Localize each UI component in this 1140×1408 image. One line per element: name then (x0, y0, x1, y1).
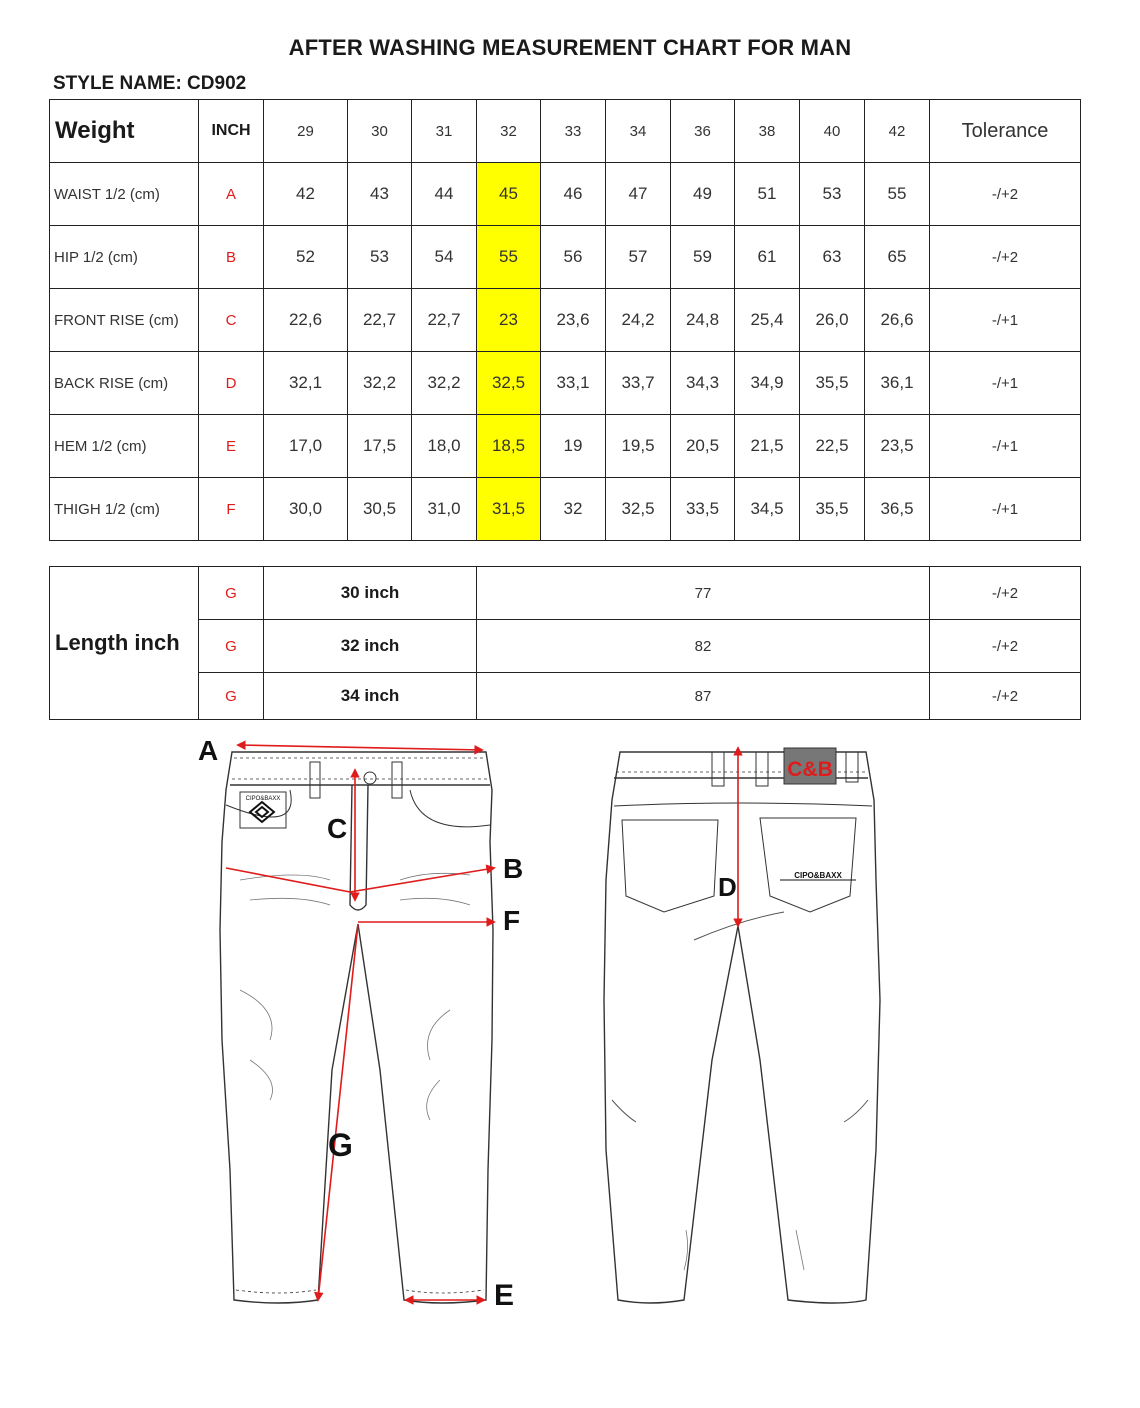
size-value: 54 (412, 226, 477, 289)
measurement-row (50, 352, 1081, 415)
size-value: 18,0 (412, 415, 477, 478)
length-code: G (199, 567, 264, 620)
size-value: 26,0 (800, 289, 865, 352)
size-value: 35,5 (800, 478, 865, 541)
size-header: 38 (735, 100, 800, 163)
highlighted-size-value: 55 (477, 226, 541, 289)
length-value: 87 (477, 673, 930, 720)
size-value: 51 (735, 163, 800, 226)
size-value: 19,5 (606, 415, 671, 478)
size-header: 36 (671, 100, 735, 163)
size-header: 30 (348, 100, 412, 163)
size-value: 31,0 (412, 478, 477, 541)
highlighted-size-value: 18,5 (477, 415, 541, 478)
length-tolerance: -/+2 (930, 673, 1081, 720)
size-value: 25,4 (735, 289, 800, 352)
size-value: 32 (541, 478, 606, 541)
size-value: 42 (264, 163, 348, 226)
label-a: A (198, 735, 219, 766)
size-value: 33,1 (541, 352, 606, 415)
measurement-code: F (199, 478, 264, 541)
measurement-code: C (199, 289, 264, 352)
length-row (50, 673, 1081, 720)
size-value: 17,0 (264, 415, 348, 478)
measurement-row (50, 478, 1081, 541)
size-value: 23,6 (541, 289, 606, 352)
measurement-row (50, 163, 1081, 226)
size-value: 55 (865, 163, 930, 226)
size-value: 30,5 (348, 478, 412, 541)
size-header: 40 (800, 100, 865, 163)
size-header: 31 (412, 100, 477, 163)
size-value: 43 (348, 163, 412, 226)
measurement-tolerance: -/+1 (930, 415, 1081, 478)
length-value: 82 (477, 620, 930, 673)
length-label: Length inch (50, 567, 199, 720)
document-title: AFTER WASHING MEASUREMENT CHART FOR MAN (288, 35, 852, 60)
size-value: 47 (606, 163, 671, 226)
tolerance-header: Tolerance (930, 100, 1081, 163)
length-code: G (199, 620, 264, 673)
measurement-code: D (199, 352, 264, 415)
size-header: 42 (865, 100, 930, 163)
length-row (50, 567, 1081, 620)
size-value: 53 (348, 226, 412, 289)
size-value: 56 (541, 226, 606, 289)
size-value: 19 (541, 415, 606, 478)
size-value: 21,5 (735, 415, 800, 478)
size-value: 36,5 (865, 478, 930, 541)
label-e: E (494, 1279, 515, 1312)
measurement-tolerance: -/+2 (930, 163, 1081, 226)
measurement-code: E (199, 415, 264, 478)
length-row (50, 620, 1081, 673)
front-jeans-illustration (220, 752, 493, 1303)
length-inch: 34 inch (264, 673, 477, 720)
back-pocket-logo (780, 871, 856, 880)
coin-pocket-brand: CIPO&BAXX (245, 796, 281, 802)
size-value: 24,8 (671, 289, 735, 352)
jeans-measurement-diagram (0, 730, 1140, 1330)
style-name: STYLE NAME: CD902 (53, 73, 247, 94)
label-c: C (327, 813, 348, 844)
length-inch: 32 inch (264, 620, 477, 673)
measurement-label: HEM 1/2 (cm) (50, 415, 199, 478)
size-value: 57 (606, 226, 671, 289)
length-tolerance: -/+2 (930, 567, 1081, 620)
size-value: 23,5 (865, 415, 930, 478)
size-value: 30,0 (264, 478, 348, 541)
size-value: 20,5 (671, 415, 735, 478)
measurement-label: THIGH 1/2 (cm) (50, 478, 199, 541)
size-value: 36,1 (865, 352, 930, 415)
label-f: F (503, 905, 521, 936)
measurement-label: BACK RISE (cm) (50, 352, 199, 415)
size-value: 22,7 (412, 289, 477, 352)
length-table (49, 566, 1081, 720)
highlighted-size-value: 31,5 (477, 478, 541, 541)
size-value: 22,6 (264, 289, 348, 352)
size-value: 32,2 (412, 352, 477, 415)
size-value: 34,5 (735, 478, 800, 541)
length-tolerance: -/+2 (930, 620, 1081, 673)
size-header: 34 (606, 100, 671, 163)
measurement-label: WAIST 1/2 (cm) (50, 163, 199, 226)
size-value: 33,7 (606, 352, 671, 415)
brand-patch-text: C&B (787, 758, 833, 781)
size-value: 17,5 (348, 415, 412, 478)
measurement-tolerance: -/+1 (930, 478, 1081, 541)
highlighted-size-value: 45 (477, 163, 541, 226)
size-value: 65 (865, 226, 930, 289)
size-value: 34,9 (735, 352, 800, 415)
size-header: 29 (264, 100, 348, 163)
back-jeans-illustration (604, 752, 880, 1303)
measurement-code: A (199, 163, 264, 226)
length-value: 77 (477, 567, 930, 620)
size-value: 52 (264, 226, 348, 289)
measurement-tolerance: -/+1 (930, 352, 1081, 415)
label-b: B (503, 853, 524, 884)
size-value: 53 (800, 163, 865, 226)
weight-header: Weight (50, 100, 199, 163)
size-value: 63 (800, 226, 865, 289)
brand-patch (784, 748, 836, 784)
measurement-tolerance: -/+2 (930, 226, 1081, 289)
measurement-label: FRONT RISE (cm) (50, 289, 199, 352)
size-value: 22,5 (800, 415, 865, 478)
length-inch: 30 inch (264, 567, 477, 620)
size-value: 44 (412, 163, 477, 226)
size-value: 46 (541, 163, 606, 226)
size-value: 32,5 (606, 478, 671, 541)
measurement-row (50, 415, 1081, 478)
measurement-tolerance: -/+1 (930, 289, 1081, 352)
size-header: 32 (477, 100, 541, 163)
label-g: G (328, 1127, 353, 1163)
size-value: 49 (671, 163, 735, 226)
label-d: D (718, 872, 737, 902)
size-value: 59 (671, 226, 735, 289)
coin-pocket-logo (246, 796, 281, 822)
measurement-row (50, 226, 1081, 289)
back-pocket-brand: CIPO&BAXX (794, 871, 842, 880)
size-value: 32,2 (348, 352, 412, 415)
size-value: 61 (735, 226, 800, 289)
size-value: 24,2 (606, 289, 671, 352)
size-header: 33 (541, 100, 606, 163)
measurement-label: HIP 1/2 (cm) (50, 226, 199, 289)
inch-header: INCH (199, 100, 264, 163)
size-value: 35,5 (800, 352, 865, 415)
size-value: 32,1 (264, 352, 348, 415)
highlighted-size-value: 32,5 (477, 352, 541, 415)
measurement-row (50, 289, 1081, 352)
size-value: 22,7 (348, 289, 412, 352)
size-measurement-table (49, 99, 1081, 541)
size-value: 26,6 (865, 289, 930, 352)
size-value: 33,5 (671, 478, 735, 541)
measurement-code: B (199, 226, 264, 289)
size-header-row (50, 100, 1081, 163)
size-value: 34,3 (671, 352, 735, 415)
length-code: G (199, 673, 264, 720)
highlighted-size-value: 23 (477, 289, 541, 352)
